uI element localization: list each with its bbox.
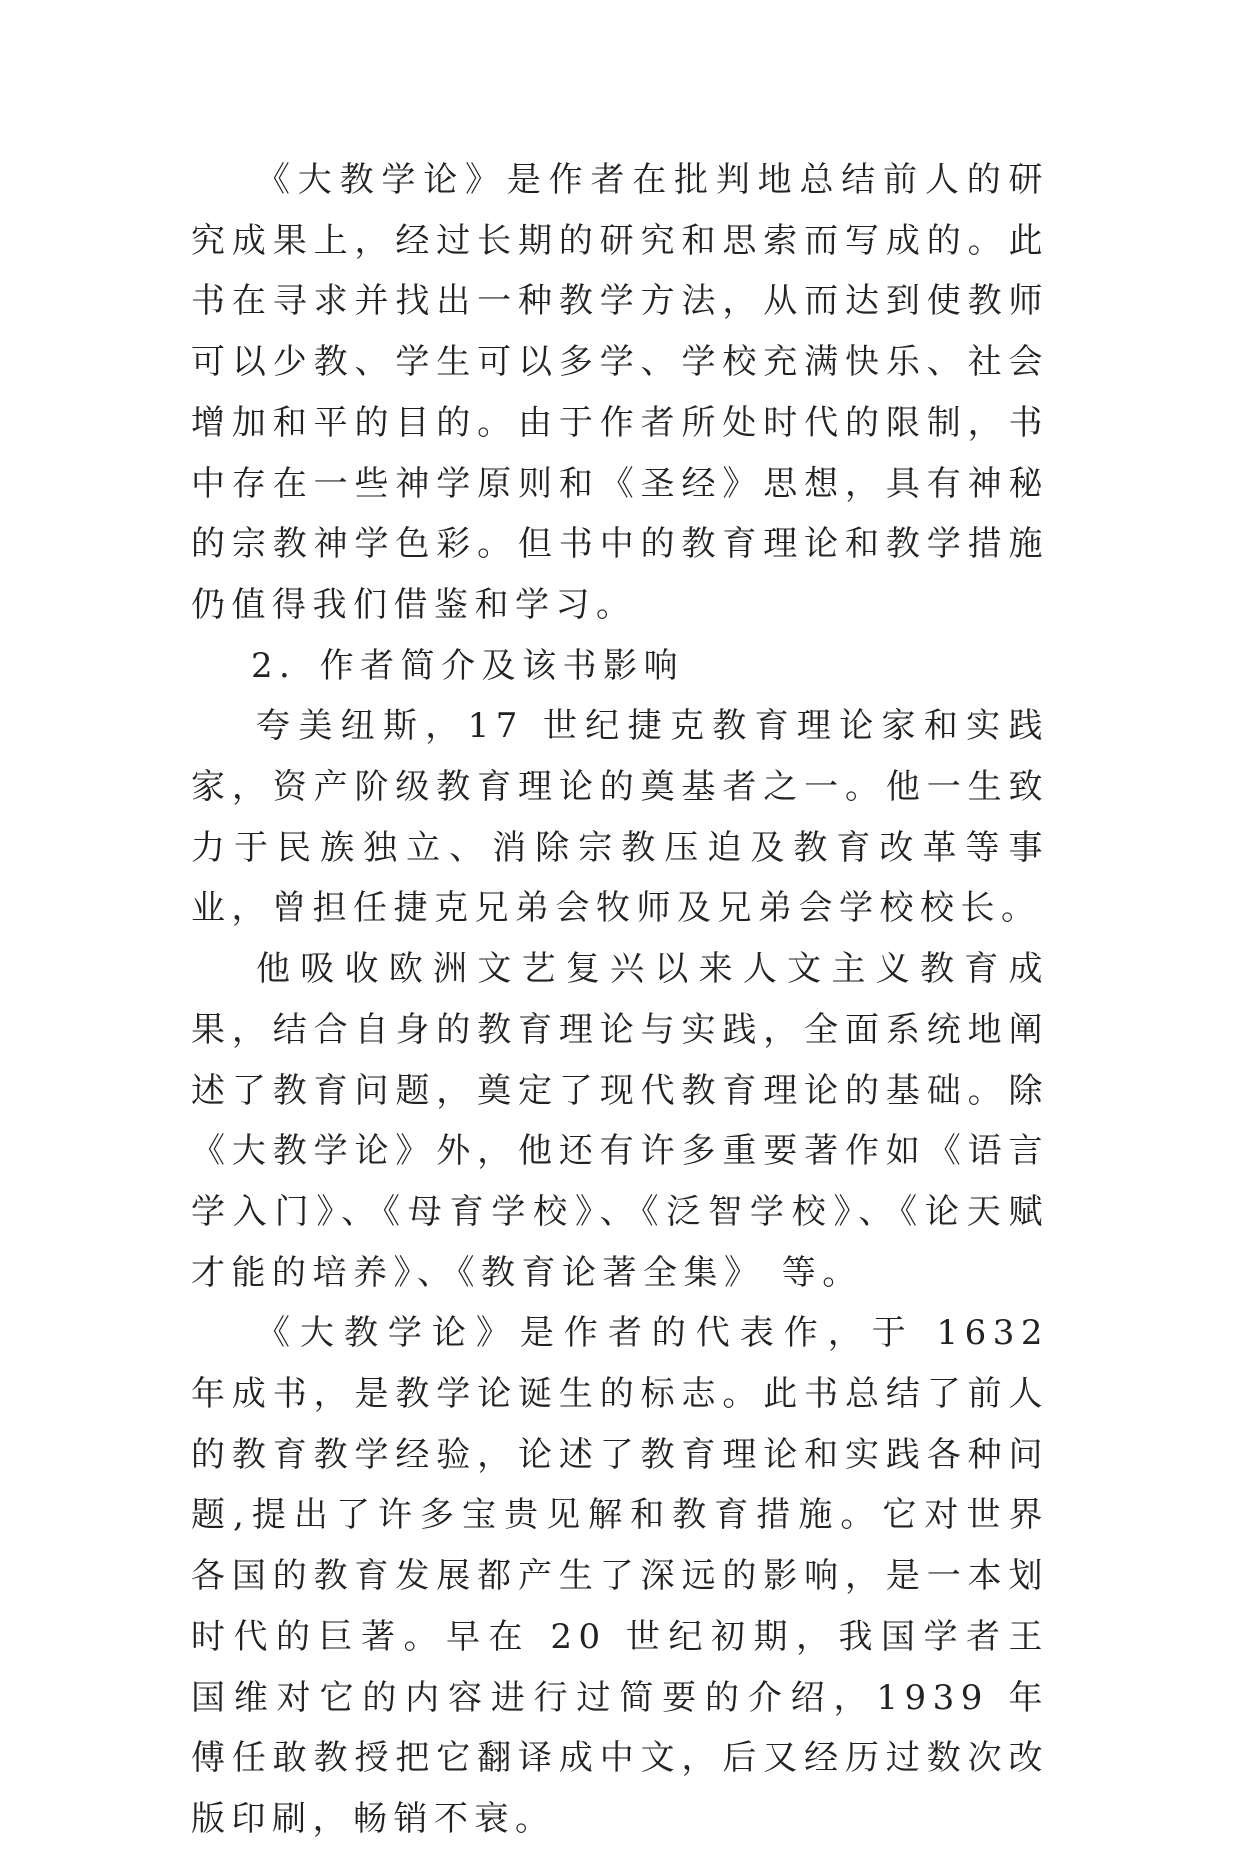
section-heading-author-influence: 2．作者简介及该书影响 bbox=[251, 645, 685, 686]
paragraph-book-influence: 《大教学论》是作者的代表作，于 1632 年成书，是教学论诞生的标志。此书总结了前人的教育教学经验，论述了教育理论和实践各种问题,提出了许多宝贵见解和教育措施。它对世界各国的教育发展都产生了深远的影响，是一本划时代的巨著。早在 20 世纪初期，我国学者王国维对它的内容进行过简要的介绍，1939 年傅任敢教授把它翻译成中文，后又经历过数次改版印刷，畅销不衰。 bbox=[191, 1313, 1049, 1839]
paragraph-book-summary: 《大教学论》是作者在批判地总结前人的研究成果上，经过长期的研究和思索而写成的。此书在寻求并找出一种教学方法，从而达到使教师可以少教、学生可以多学、学校充满快乐、社会增加和平的目的。由于作者所处时代的限制，书中存在一些神学原则和《圣经》思想，具有神秘的宗教神学色彩。但书中的教育理论和教学措施仍值得我们借鉴和学习。 bbox=[191, 160, 1049, 625]
document-page bbox=[191, 150, 1049, 1850]
paragraph-author-intro: 夸美纽斯，17 世纪捷克教育理论家和实践家，资产阶级教育理论的奠基者之一。他一生致力于民族独立、消除宗教压迫及教育改革等事业，曾担任捷克兄弟会牧师及兄弟会学校校长。 bbox=[191, 706, 1049, 929]
paragraph-author-works: 他吸收欧洲文艺复兴以来人文主义教育成果，结合自身的教育理论与实践，全面系统地阐述了教育问题，奠定了现代教育理论的基础。除《大教学论》外，他还有许多重要著作如《语言学入门》、《母育学校》、《泛智学校》、《论天赋才能的培养》、《教育论著全集》 等。 bbox=[191, 949, 1049, 1293]
